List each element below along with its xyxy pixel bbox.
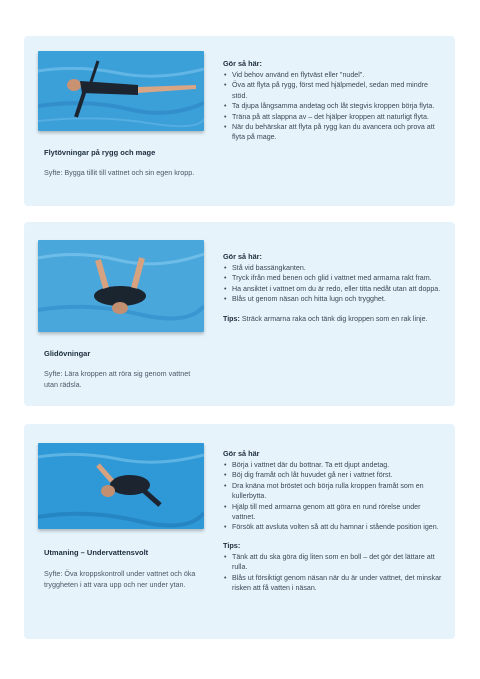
list-item: • Blås ut genom näsan och hitta lugn och trygghet. bbox=[223, 294, 445, 304]
tips-label: Tips: bbox=[223, 540, 241, 550]
how-heading: Gör så här: bbox=[223, 252, 262, 261]
somersault-photo bbox=[38, 443, 204, 529]
gliding-photo bbox=[38, 240, 204, 332]
list-item: • Ta djupa långsamma andetag och låt stegvis kroppen börja flyta. bbox=[223, 101, 445, 111]
tips bbox=[223, 314, 445, 324]
exercise-purpose: Syfte: Bygga tillit till vattnet och sin egen kropp. bbox=[44, 168, 195, 177]
exercise-card-floating bbox=[24, 36, 455, 206]
list-item: • Böj dig framåt och låt huvudet gå ner i vattnet först. bbox=[223, 470, 445, 480]
steps-list bbox=[223, 460, 445, 533]
exercise-title: Flytövningar på rygg och mage bbox=[44, 148, 156, 157]
floating-photo bbox=[38, 51, 204, 131]
steps-list bbox=[223, 70, 445, 143]
exercise-purpose: Syfte: Öva kroppskontroll under vattnet och öka tryggheten i att vara upp och ner under ytan. bbox=[44, 569, 196, 589]
instructions bbox=[223, 449, 445, 593]
list-item: • Försök att avsluta volten så att du hamnar i stående position igen. bbox=[223, 522, 445, 532]
tips-list bbox=[223, 552, 445, 594]
instructions bbox=[223, 59, 445, 143]
list-item: • Tryck ifrån med benen och glid i vattnet med armarna rakt fram. bbox=[223, 273, 445, 283]
how-heading: Gör så här bbox=[223, 449, 260, 458]
list-item: • När du behärskar att flyta på rygg kan du avancera och prova att flyta på mage. bbox=[223, 122, 445, 143]
list-item: • Hjälp till med armarna genom att göra en rund rörelse under vattnet. bbox=[223, 502, 445, 523]
steps-list bbox=[223, 263, 445, 305]
list-item: • Börja i vattnet där du bottnar. Ta ett djupt andetag. bbox=[223, 460, 445, 470]
list-item: • Öva att flyta på rygg, först med hjälpmedel, sedan med mindre stöd. bbox=[223, 80, 445, 101]
list-item: • Tänk att du ska göra dig liten som en boll – det gör det lättare att rulla. bbox=[223, 552, 445, 573]
tips-label: Tips: bbox=[223, 314, 240, 323]
list-item: • Dra knäna mot bröstet och börja rulla kroppen framåt som en kullerbytta. bbox=[223, 481, 445, 502]
instructions bbox=[223, 252, 445, 324]
list-item: • Vid behov använd en flytväst eller "nudel". bbox=[223, 70, 445, 80]
list-item: • Träna på att slappna av – det hjälper kroppen att naturligt flyta. bbox=[223, 112, 445, 122]
list-item: • Ha ansiktet i vattnet om du är redo, eller titta nedåt utan att doppa. bbox=[223, 284, 445, 294]
tips-text: Sträck armarna raka och tänk dig kroppen som en rak linje. bbox=[241, 314, 428, 323]
list-item: • Blås ut försiktigt genom näsan när du är under vattnet, det minskar risken att få vatten i näsan. bbox=[223, 573, 445, 594]
exercise-card-gliding bbox=[24, 222, 455, 406]
exercise-title: Glidövningar bbox=[44, 349, 91, 358]
how-heading: Gör så här: bbox=[223, 59, 262, 68]
exercise-title: Utmaning – Undervattensvolt bbox=[44, 548, 149, 557]
exercise-purpose: Syfte: Lära kroppen att röra sig genom vattnet utan rädsla. bbox=[44, 369, 191, 389]
list-item: • Stå vid bassängkanten. bbox=[223, 263, 445, 273]
exercise-card-somersault bbox=[24, 424, 455, 639]
